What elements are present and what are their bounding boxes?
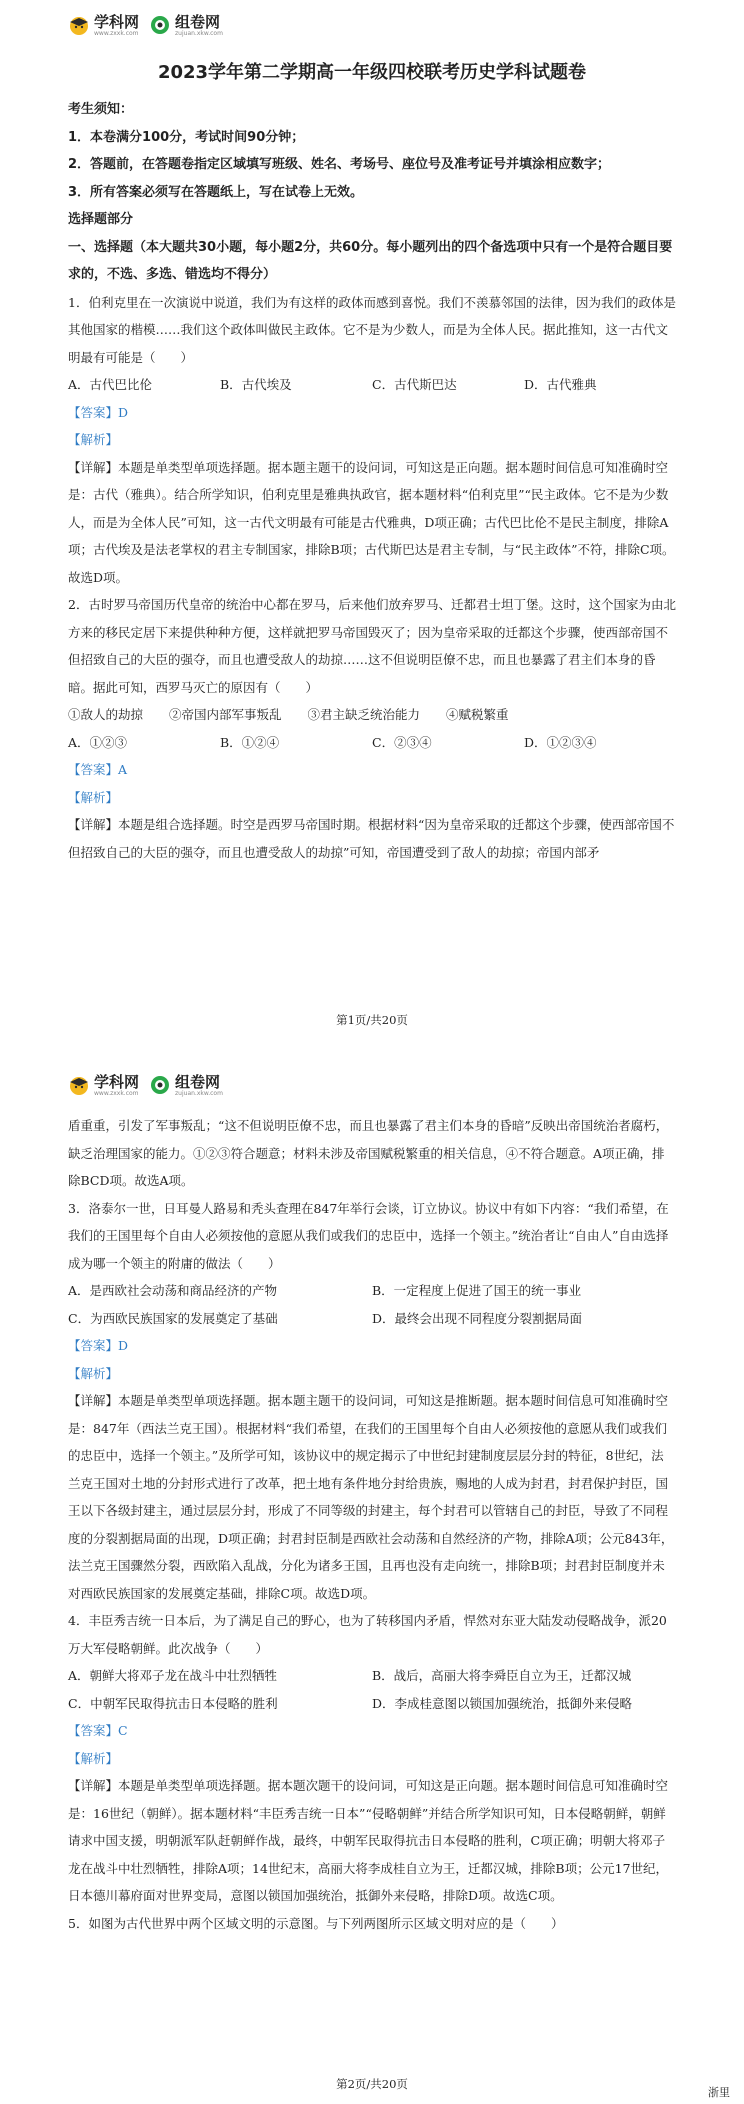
- question-1-answer: 【答案】D: [68, 404, 129, 420]
- question-2-stem: 2．古时罗马帝国历代皇帝的统治中心都在罗马，后来他们放弃罗马、迁都君士坦丁堡。这时，这个国家为由北方来的移民定居下来提供种种方便，这样就把罗马帝国毁灭了；因为皇帝采取的迁都这个步骤，使西部帝国不但招致自己的大臣的强夺，而且也遭受敌人的劫掠……这不但说明臣僚不忠，而且也暴露了君主们本身的昏暗。据此可知，西罗马灭亡的原因有（ ）: [68, 597, 676, 695]
- option: A．古代巴比伦: [68, 377, 153, 392]
- zjw-logo: [149, 1074, 223, 1097]
- option: B．一定程度上促进了国王的统一事业: [372, 1283, 582, 1298]
- question-2-items: [68, 701, 676, 729]
- question-2-answer: 【答案】A: [68, 762, 128, 777]
- option: A．①②③: [68, 734, 128, 750]
- statement-item: ③君主缺乏统治能力: [307, 707, 421, 722]
- notice-item: 3．所有答案必须写在答题纸上，写在试卷上无效。: [68, 184, 364, 200]
- notice-item: 2．答题前，在答题卷指定区域填写班级、姓名、考场号、座位号及准考证号并填涂相应数字；: [68, 157, 611, 172]
- option: D．李成桂意图以锁国加强统治，抵御外来侵略: [372, 1695, 633, 1711]
- option: C．为西欧民族国家的发展奠定了基础: [68, 1310, 278, 1326]
- zjw-logo: [149, 14, 223, 37]
- xkw-name: 学科网: [94, 1072, 140, 1091]
- option: B．古代埃及: [220, 377, 292, 392]
- question-1-jiexi: 【解析】: [68, 432, 119, 447]
- option: D．最终会出现不同程度分裂割据局面: [372, 1310, 583, 1326]
- option: C．中朝军民取得抗击日本侵略的胜利: [68, 1695, 278, 1711]
- xkw-name: 学科网: [94, 12, 140, 31]
- xkw-url: www.zxxk.com: [94, 1089, 139, 1097]
- graduation-cap-icon: [68, 1074, 90, 1096]
- question-4-jiexi: 【解析】: [68, 1750, 119, 1766]
- question-3-answer: 【答案】D: [68, 1338, 129, 1353]
- notice-item: 1．本卷满分100分，考试时间90分钟；: [68, 129, 305, 145]
- page-2-content: [68, 1112, 676, 1937]
- header-logos: [68, 10, 223, 40]
- question-3-jiexi: 【解析】: [68, 1365, 119, 1381]
- exam-title: 2023学年第二学期高一年级四校联考历史学科试题卷: [157, 62, 587, 83]
- header-logos: [68, 1070, 223, 1100]
- question-4-stem: 4．丰臣秀吉统一日本后，为了满足自己的野心，也为了转移国内矛盾，悍然对东亚大陆发动侵略战争，派20万大军侵略朝鲜。此次战争（ ）: [68, 1613, 667, 1656]
- option: C．②③④: [372, 734, 432, 750]
- graduation-cap-icon: [68, 14, 90, 36]
- page-footer: 第2页/共20页: [336, 2077, 408, 2091]
- option: A．是西欧社会动荡和商品经济的产物: [68, 1283, 278, 1298]
- question-2-jiexi: 【解析】: [68, 789, 119, 805]
- page-2: [0, 1060, 744, 2104]
- page-1-content: [68, 56, 676, 866]
- question-5-stem: 5．如图为古代世界中两个区域文明的示意图。与下列两图所示区域文明对应的是（ ）: [68, 1915, 564, 1931]
- part-heading: 选择题部分: [68, 212, 134, 227]
- option: D．古代雅典: [524, 377, 597, 392]
- question-1-stem: 1．伯利克里在一次演说中说道，我们为有这样的政体而感到喜悦。我们不羡慕邻国的法律，因为我们的政体是其他国家的楷模……我们这个政体叫做民主政体。它不是为少数人，而是为全体人民。据此推知，这一古代文明最有可能是（ ）: [68, 294, 676, 365]
- question-4-answer: 【答案】C: [68, 1723, 128, 1738]
- statement-item: ④赋税繁重: [446, 707, 509, 722]
- option: A．朝鲜大将邓子龙在战斗中壮烈牺牲: [68, 1668, 278, 1683]
- xkw-url: www.zxxk.com: [94, 29, 139, 37]
- question-3-stem: 3．洛泰尔一世，日耳曼人路易和秃头查理在847年举行会谈，订立协议。协议中有如下内容：“我们希望，在我们的王国里每个自由人必须按他的意愿从我们或我们的忠臣中，选择一个领主。”统治者让“自由人”自由选择成为哪一个领主的附庸的做法（ ）: [68, 1200, 669, 1271]
- question-3-options: [68, 1277, 676, 1332]
- xkw-logo: [68, 1074, 139, 1097]
- zjw-name: 组卷网: [175, 12, 221, 31]
- zjw-url: zujuan.xkw.com: [175, 29, 223, 37]
- globe-icon: [149, 1074, 171, 1096]
- option: C．古代斯巴达: [372, 377, 457, 392]
- page-footer: 第1页/共20页: [336, 1013, 408, 1027]
- option: B．①②④: [220, 734, 280, 750]
- question-4-detail: 【详解】本题是单类型单项选择题。据本题次题干的设问词，可知这是正向题。据本题时间信息可知准确时空是：16世纪（朝鲜）。据本题材料“丰臣秀吉统一日本”“侵略朝鲜”并结合所学知识可知，日本侵略朝鲜，朝鲜请求中国支援，明朝派军队赶朝鲜作战，最终，中朝军民取得抗击日本侵略的胜利，C项正确；明朝大将邓子龙在战斗中壮烈牺牲，排除A项；14世纪末，高丽大将李成桂自立为王，迁都汉城，排除B项；公元17世纪，日本德川幕府面对世界变局，意图以锁国加强统治，抵御外来侵略，排除D项。故选C项。: [68, 1778, 669, 1903]
- option: D．①②③④: [524, 734, 597, 750]
- notice-heading: 考生须知：: [68, 102, 134, 117]
- statement-item: ②帝国内部军事叛乱: [169, 707, 282, 722]
- question-2-detail-cont: 盾重重，引发了军事叛乱；“这不但说明臣僚不忠，而且也暴露了君主们本身的昏暗”反映出帝国统治者腐朽，缺乏治理国家的能力。①②③符合题意；材料未涉及帝国赋税繁重的相关信息，④不符合题意。A项正确，排除BCD项。故选A项。: [68, 1118, 669, 1188]
- section-heading: 一、选择题（本大题共30小题，每小题2分，共60分。每小题列出的四个备选项中只有一个是符合题目要求的，不选、多选、错选均不得分）: [68, 239, 673, 282]
- zjw-name: 组卷网: [175, 1072, 221, 1091]
- question-3-detail: 【详解】本题是单类型单项选择题。据本题主题干的设问词，可知这是推断题。据本题时间信息可知准确时空是：847年（西法兰克王国）。根据材料“我们希望，在我们的王国里每个自由人必须按他的意愿从我们或我们的忠臣中，选择一个领主。”及所学可知，该协议中的规定揭示了中世纪封建制度层层分封的特征，8世纪，法兰克王国对土地的分封形式进行了改革，把土地有条件地分封给贵族，赐地的人成为封君，封君保护封臣，国王以下各级封建主，通过层层分封，形成了不同等级的封建主，每个封君可以管辖自己的封臣，导致了不同程度的分裂割据局面的出现，D项正确；封君封臣制是西欧社会动荡和自然经济的产物，排除A项；公元843年，法兰克王国骤然分裂，西欧陷入乱战，分化为诸多王国，且再也没有走向统一，排除B项；封君封臣制度并未对西欧民族国家的发展奠定基础，排除C项。故选D项。: [68, 1393, 674, 1601]
- xkw-logo: [68, 14, 139, 37]
- statement-item: ①敌人的劫掠: [68, 707, 144, 722]
- corner-watermark: 浙里: [708, 2086, 730, 2099]
- question-2-detail: 【详解】本题是组合选择题。时空是西罗马帝国时期。根据材料“因为皇帝采取的迁都这个步骤，使西部帝国不但招致自己的大臣的强夺，而且也遭受敌人的劫掠”可知，帝国遭受到了敌人的劫掠；帝国内部矛: [68, 817, 675, 860]
- question-2-options: [68, 729, 676, 757]
- globe-icon: [149, 14, 171, 36]
- option: B．战后，高丽大将李舜臣自立为王，迁都汉城: [372, 1668, 632, 1683]
- question-4-options: [68, 1662, 676, 1717]
- question-1-detail: 【详解】本题是单类型单项选择题。据本题主题干的设问词，可知这是正向题。据本题时间信息可知准确时空是：古代（雅典）。结合所学知识，伯利克里是雅典执政官，据本题材料“伯利克里”“民主政体。它不是为少数人，而是为全体人民”可知，这一古代文明最有可能是古代雅典，D项正确；古代巴比伦不是民主制度，排除A项；古代埃及是法老掌权的君主专制国家，排除B项；古代斯巴达是君主专制，与“民主政体”不符，排除C项。故选D项。: [68, 459, 675, 585]
- zjw-url: zujuan.xkw.com: [175, 1089, 223, 1097]
- question-1-options: [68, 371, 676, 399]
